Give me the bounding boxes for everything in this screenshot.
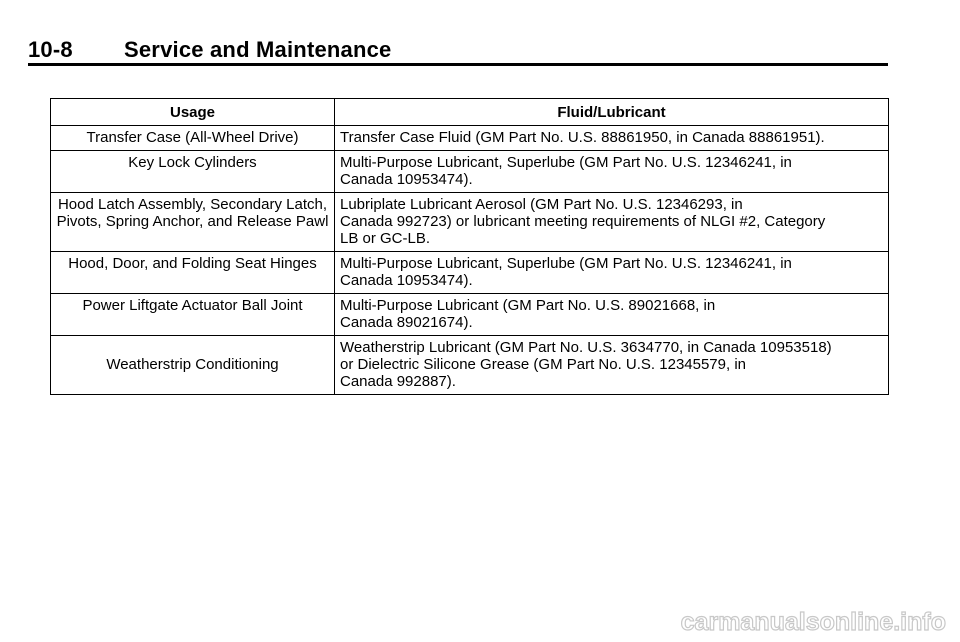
fluid-cell: Transfer Case Fluid (GM Part No. U.S. 88861950, in Canada 88861951). xyxy=(335,126,889,151)
column-header-usage: Usage xyxy=(51,99,335,126)
table-row xyxy=(51,126,889,151)
page-title xyxy=(28,38,391,62)
column-header-fluid: Fluid/Lubricant xyxy=(335,99,889,126)
fluid-cell: Multi-Purpose Lubricant, Superlube (GM Part No. U.S. 12346241, in Canada 10953474). xyxy=(335,151,889,193)
table-row xyxy=(51,151,889,193)
usage-cell: Hood Latch Assembly, Secondary Latch, Pivots, Spring Anchor, and Release Pawl xyxy=(51,193,335,252)
fluid-cell: Multi-Purpose Lubricant, Superlube (GM Part No. U.S. 12346241, in Canada 10953474). xyxy=(335,252,889,294)
usage-cell: Hood, Door, and Folding Seat Hinges xyxy=(51,252,335,294)
section-title: Service and Maintenance xyxy=(124,37,392,62)
usage-cell: Transfer Case (All-Wheel Drive) xyxy=(51,126,335,151)
page-header xyxy=(28,38,888,66)
watermark-text: carmanualsonline.info xyxy=(680,608,946,636)
fluid-cell: Multi-Purpose Lubricant (GM Part No. U.S. 89021668, in Canada 89021674). xyxy=(335,294,889,336)
fluid-cell: Lubriplate Lubricant Aerosol (GM Part No. U.S. 12346293, in Canada 992723) or lubricant meeting requirements of NLGI #2, Category LB or GC-LB. xyxy=(335,193,889,252)
table-row xyxy=(51,294,889,336)
table-row xyxy=(51,336,889,395)
fluid-cell: Weatherstrip Lubricant (GM Part No. U.S. 3634770, in Canada 10953518) or Dielectric Silicone Grease (GM Part No. U.S. 12345579, in Canada 992887). xyxy=(335,336,889,395)
page-number: 10-8 xyxy=(28,37,73,62)
table-header-row xyxy=(51,99,889,126)
usage-cell: Weatherstrip Conditioning xyxy=(51,336,335,395)
usage-cell: Power Liftgate Actuator Ball Joint xyxy=(51,294,335,336)
usage-cell: Key Lock Cylinders xyxy=(51,151,335,193)
table-row xyxy=(51,193,889,252)
lubricant-table xyxy=(50,98,889,395)
watermark-logo xyxy=(670,604,950,638)
table-row xyxy=(51,252,889,294)
